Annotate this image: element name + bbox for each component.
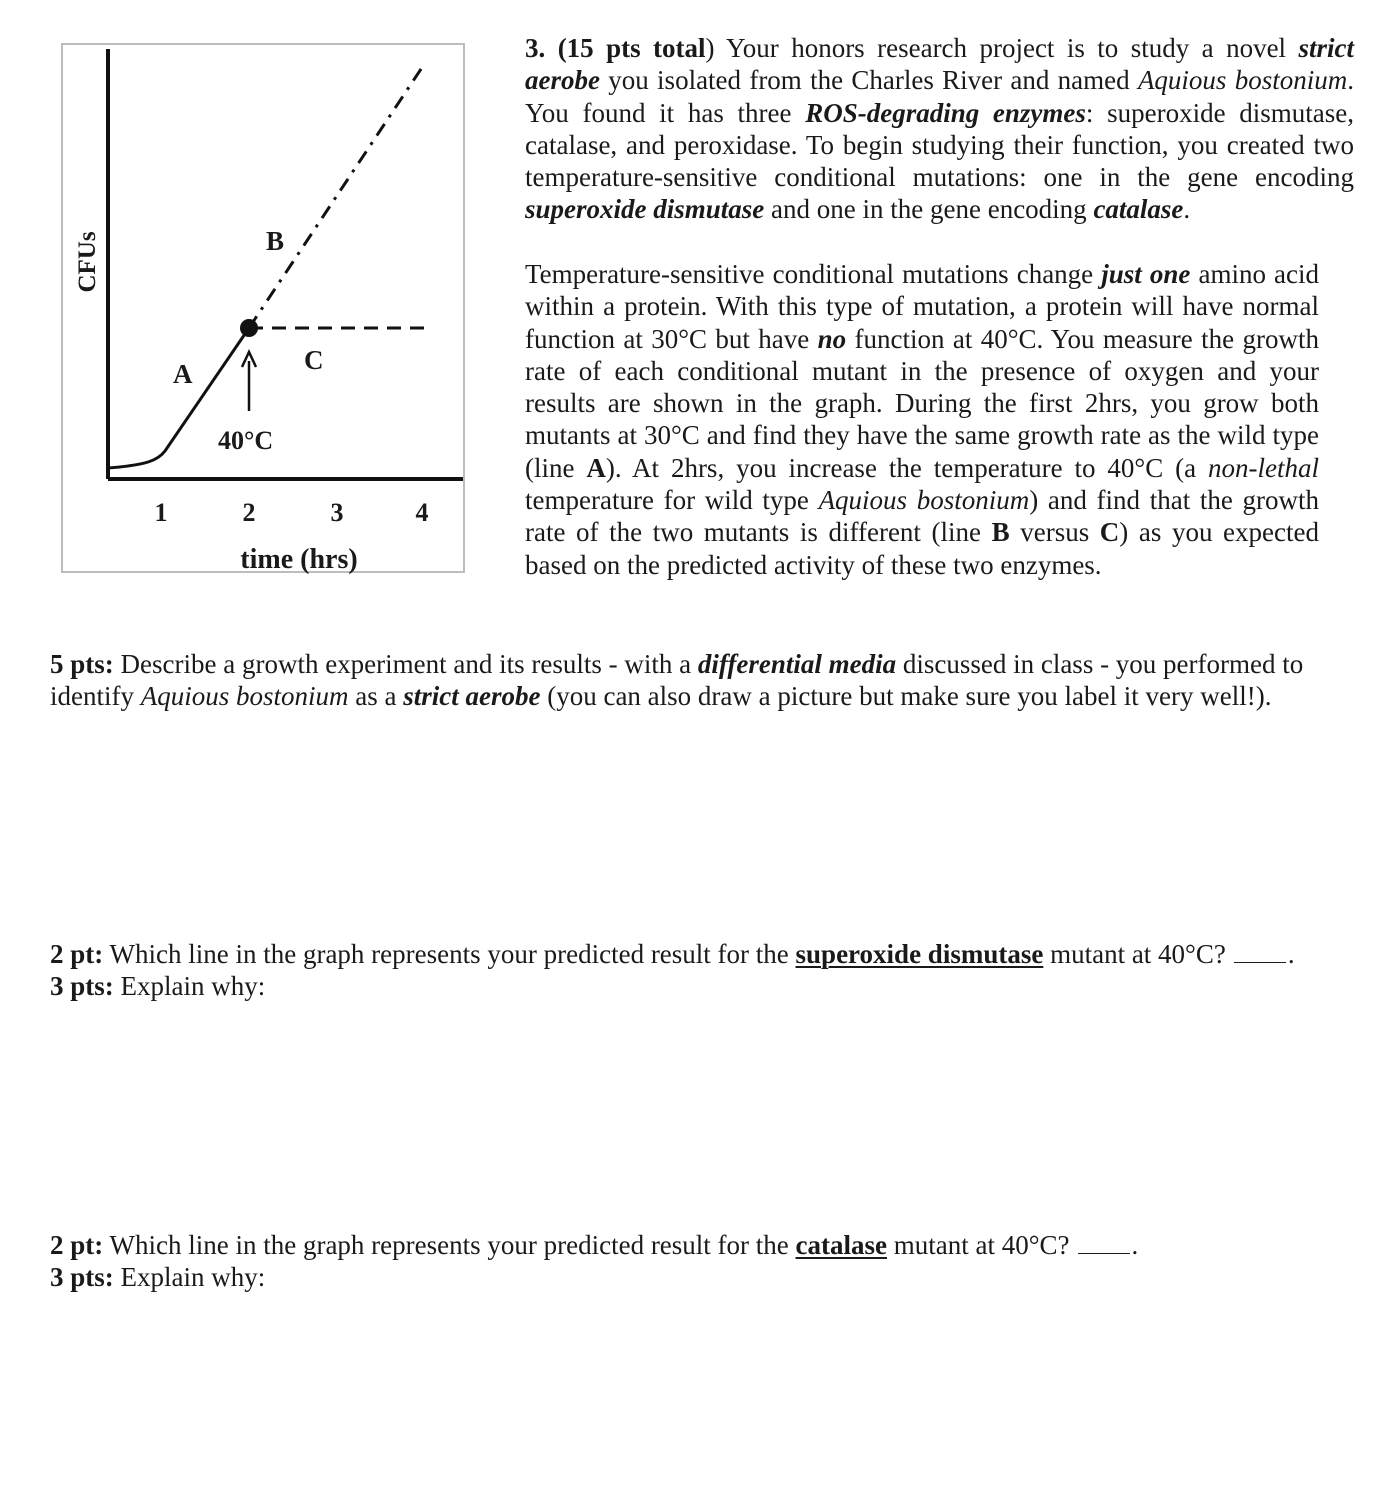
non-lethal-term: non-lethal (1208, 452, 1319, 483)
sod-answer-blank[interactable] (1234, 962, 1286, 963)
differential-media-term: differential media (697, 649, 897, 679)
line-c-ref: C (1099, 517, 1120, 548)
organism-name: Aquious bostonium (1137, 65, 1348, 96)
temperature-label: 40°C (218, 426, 274, 455)
line-b (249, 63, 425, 328)
catalase-enzyme: catalase (795, 1230, 887, 1260)
question-number: 3. (525, 33, 546, 63)
background-paragraph: Temperature-sensitive conditional mutations change just one amino acid within a protein. With this type of mutation, a protein will have normal function at 30°C but have no function at 40°C. You measure the growth rate of each conditional mutant in the presence of oxygen and your results are shown in the graph. During the first 2hrs, you grow both mutants at 30°C and find they have the same growth rate as the wild type (line A). At 2hrs, you increase the temperature to 40°C (a non-lethal temperature for wild type Aquious bostonium) and find that the growth rate of the two mutants is different (line B versus C) as you expected based on the predicted activity of these two enzymes. (525, 259, 1320, 580)
sod-term: superoxide dismutase (525, 194, 765, 225)
just-one-term: just one (1101, 259, 1191, 289)
growth-curve-figure (61, 43, 465, 573)
catalase-answer-blank[interactable] (1078, 1253, 1130, 1254)
x-tick-label: 2 (242, 498, 256, 527)
line-b-ref: B (991, 517, 1010, 548)
q2-explain-points: 3 pts: (50, 971, 114, 1001)
points-total: (15 pts total (557, 33, 706, 63)
organism-name: Aquious bostonium (818, 485, 1030, 516)
x-axis-label: time (hrs) (240, 544, 358, 575)
sod-enzyme: superoxide dismutase (795, 939, 1044, 969)
no-term: no (817, 323, 847, 354)
line-a-label: A (173, 359, 193, 389)
q2-points: 2 pt: (50, 939, 104, 969)
x-tick-label: 4 (415, 498, 429, 527)
q1-points: 5 pts: (50, 649, 114, 679)
x-tick-label: 3 (330, 498, 344, 527)
strict-aerobe-term: strict aerobe (403, 681, 541, 711)
question-sod-mutant: 2 pt: Which line in the graph represents your predicted result for the superoxide dismutase mutant at 40°C? . 3 pts: Explain why: (50, 939, 1295, 1001)
organism-name: Aquious bostonium (140, 681, 349, 711)
temperature-shift-point (240, 319, 258, 337)
q3-explain-points: 3 pts: (50, 1262, 114, 1292)
q3-points: 2 pt: (50, 1230, 104, 1260)
question-intro: 3. (15 pts total) Your honors research project is to study a novel strict aerobe you isolated from the Charles River and named Aquious bostonium. You found it has three ROS-degrading enzymes: superoxide dismutase, catalase, and peroxidase. To begin studying their function, you created two temperature-sensitive conditional mutations: one in the gene encoding superoxide dismutase and one in the gene encoding catalase. (525, 33, 1355, 225)
question-growth-experiment: 5 pts: Describe a growth experiment and its results - with a differential media discussed in class - you performed to identify Aquious bostonium as a strict aerobe (you can also draw a picture but make sure you label it very well!). (50, 649, 1304, 711)
line-b-label: B (266, 226, 285, 256)
question-catalase-mutant: 2 pt: Which line in the graph represents your predicted result for the catalase mutant at 40°C? . 3 pts: Explain why: (50, 1230, 1139, 1292)
strict-aerobe-term: strict aerobe (525, 33, 1355, 96)
growth-curve-chart (63, 45, 467, 575)
ros-term: ROS-degrading enzymes (805, 97, 1086, 128)
catalase-term: catalase (1093, 194, 1184, 225)
x-tick-label: 1 (154, 498, 168, 527)
y-axis-label: CFUs (74, 231, 101, 293)
line-c-label: C (304, 345, 324, 375)
line-a-ref: A (586, 452, 606, 483)
